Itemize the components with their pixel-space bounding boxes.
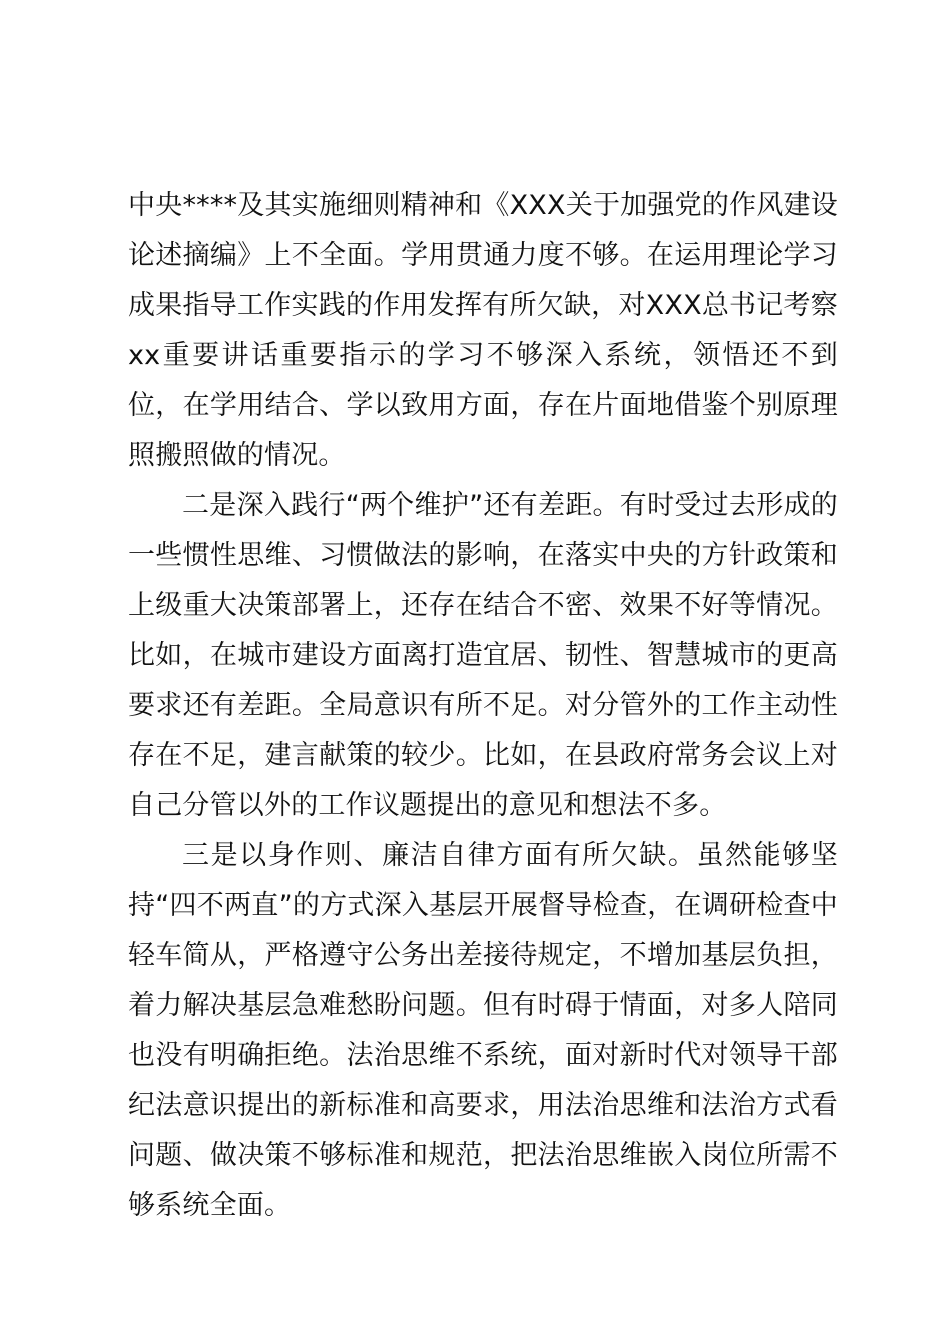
paragraph-two-maintain: 二是深入践行“两个维护”还有差距。有时受过去形成的一些惯性思维、习惯做法的影响，在落实中央的方针政策和上级重大决策部署上，还存在结合不密、效果不好等情况。比如，在城市建设方面离打造宜居、韧性、智慧城市的更高要求还有差距。全局意识有所不足。对分管外的工作主动性存在不足，建言献策的较少。比如，在县政府常务会议上对自己分管以外的工作议题提出的意见和想法不多。 (128, 490, 838, 821)
paragraph-continuation: 中央****及其实施细则精神和《XXX关于加强党的作风建设论述摘编》上不全面。学用贯通力度不够。在运用理论学习成果指导工作实践的作用发挥有所欠缺，对XXX总书记考察xx重要讲话重要指示的学习不够深入系统，领悟还不到位，在学用结合、学以致用方面，存在片面地借鉴个别原理照搬照做的情况。 (128, 190, 838, 471)
document-body (128, 181, 838, 1231)
paragraph-self-discipline: 三是以身作则、廉洁自律方面有所欠缺。虽然能够坚持“四不两直”的方式深入基层开展督导检查，在调研检查中轻车简从，严格遵守公务出差接待规定，不增加基层负担，着力解决基层急难愁盼问题。但有时碍于情面，对多人陪同也没有明确拒绝。法治思维不系统，面对新时代对领导干部纪法意识提出的新标准和高要求，用法治思维和法治方式看问题、做决策不够标准和规范，把法治思维嵌入岗位所需不够系统全面。 (128, 840, 838, 1221)
